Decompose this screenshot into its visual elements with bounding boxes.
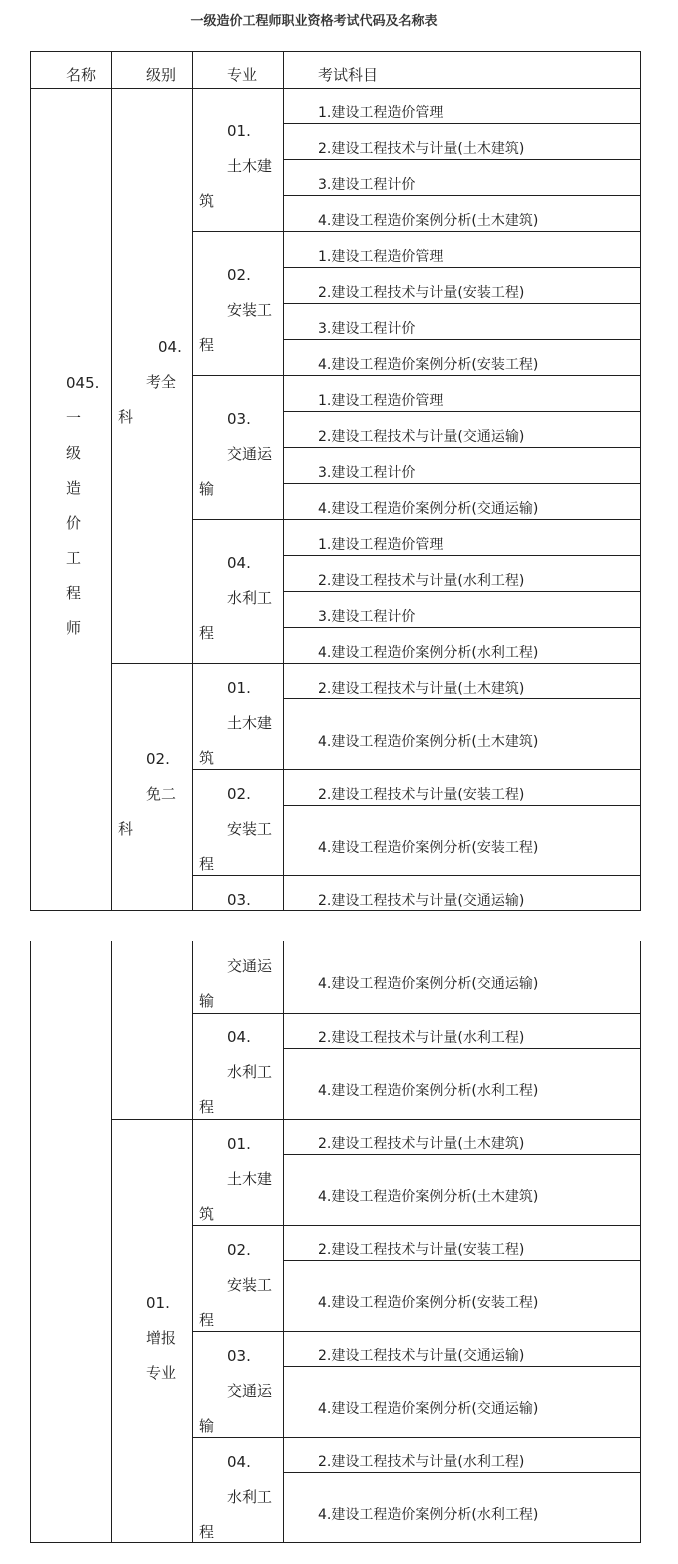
subject-row: 4.建设工程造价案例分析(安装工程) — [318, 357, 539, 373]
subject-row: 2.建设工程技术与计量(交通运输) — [318, 893, 525, 909]
subject-row: 4.建设工程造价案例分析(交通运输) — [318, 1401, 539, 1417]
row-divider — [283, 267, 641, 268]
row-divider — [283, 195, 641, 196]
header-level: 级别 — [146, 66, 177, 84]
major-traffic: 03. 交通运 输 — [199, 1347, 273, 1435]
major-civil: 01. 土木建 筑 — [199, 122, 273, 210]
subject-row: 1.建设工程造价管理 — [318, 105, 444, 121]
subject-row: 2.建设工程技术与计量(交通运输) — [318, 429, 525, 445]
major-install: 02. 安装工 程 — [199, 785, 273, 873]
header-subjects: 考试科目 — [318, 66, 379, 84]
qualification-char: 一 — [66, 409, 82, 427]
subject-row: 2.建设工程技术与计量(土木建筑) — [318, 1136, 525, 1152]
row-divider — [283, 447, 641, 448]
row-divider — [283, 339, 641, 340]
qualification-char: 工 — [66, 549, 82, 567]
qualification-char: 师 — [66, 619, 82, 637]
qualification-char: 价 — [66, 514, 82, 532]
row-divider — [283, 698, 641, 699]
major-install: 02. 安装工 程 — [199, 266, 273, 354]
subject-row: 4.建设工程造价案例分析(安装工程) — [318, 1295, 539, 1311]
qualification-char: 级 — [66, 444, 82, 462]
subject-row: 3.建设工程计价 — [318, 465, 416, 481]
major-traffic-continued: 交通运 输 — [199, 957, 273, 1010]
subject-row: 2.建设工程技术与计量(土木建筑) — [318, 141, 525, 157]
column-divider-major — [283, 941, 284, 1543]
subject-row: 4.建设工程造价案例分析(交通运输) — [318, 976, 539, 992]
row-divider — [283, 411, 641, 412]
major-traffic-partial: 03. — [227, 891, 251, 909]
level-add: 01. 增报 专业 — [146, 1294, 177, 1382]
subject-row: 2.建设工程技术与计量(水利工程) — [318, 1454, 525, 1470]
subject-row: 2.建设工程技术与计量(水利工程) — [318, 573, 525, 589]
subject-row: 1.建设工程造价管理 — [318, 393, 444, 409]
page-title: 一级造价工程师职业资格考试代码及名称表 — [190, 14, 438, 29]
major-civil: 01. 土木建 筑 — [199, 1135, 273, 1223]
level-divider — [111, 663, 641, 664]
subject-row: 4.建设工程造价案例分析(土木建筑) — [318, 734, 539, 750]
level-exempt: 02. 免二 科 — [118, 750, 177, 838]
subject-row: 2.建设工程技术与计量(安装工程) — [318, 285, 525, 301]
header-major: 专业 — [227, 66, 258, 84]
subject-row: 1.建设工程造价管理 — [318, 249, 444, 265]
column-divider-major — [283, 51, 284, 911]
table-border-left — [30, 51, 31, 911]
level-divider — [111, 1119, 641, 1120]
major-water: 04. 水利工 程 — [199, 1028, 273, 1116]
row-divider — [283, 159, 641, 160]
qualification-name — [66, 366, 99, 646]
column-divider-name — [111, 51, 112, 911]
subject-row: 3.建设工程计价 — [318, 609, 416, 625]
header-name: 名称 — [66, 66, 97, 84]
row-divider — [283, 1366, 641, 1367]
row-divider — [283, 303, 641, 304]
level-all: 04. 考全 科 — [118, 338, 182, 426]
qualification-char: 造 — [66, 479, 82, 497]
subject-row: 3.建设工程计价 — [318, 177, 416, 193]
row-divider — [283, 1472, 641, 1473]
subject-row: 3.建设工程计价 — [318, 321, 416, 337]
subject-row: 4.建设工程造价案例分析(交通运输) — [318, 501, 539, 517]
row-divider — [283, 591, 641, 592]
subject-row: 4.建设工程造价案例分析(水利工程) — [318, 645, 539, 661]
row-divider — [283, 1260, 641, 1261]
table-border-right — [640, 941, 641, 1543]
subject-row: 2.建设工程技术与计量(水利工程) — [318, 1030, 525, 1046]
subject-row: 4.建设工程造价案例分析(水利工程) — [318, 1507, 539, 1523]
major-install: 02. 安装工 程 — [199, 1241, 273, 1329]
major-water: 04. 水利工 程 — [199, 1453, 273, 1541]
major-divider — [192, 375, 641, 376]
row-divider — [283, 627, 641, 628]
row-divider — [283, 483, 641, 484]
subject-row: 4.建设工程造价案例分析(水利工程) — [318, 1083, 539, 1099]
column-divider-level — [192, 941, 193, 1543]
subject-row: 2.建设工程技术与计量(交通运输) — [318, 1348, 525, 1364]
column-divider-level — [192, 51, 193, 911]
qualification-char: 程 — [66, 584, 82, 602]
subject-row: 2.建设工程技术与计量(安装工程) — [318, 1242, 525, 1258]
subject-row: 2.建设工程技术与计量(土木建筑) — [318, 681, 525, 697]
subject-row: 2.建设工程技术与计量(安装工程) — [318, 787, 525, 803]
row-divider — [283, 123, 641, 124]
table-border-left — [30, 941, 31, 1543]
row-divider — [283, 555, 641, 556]
table-border-top — [30, 51, 641, 52]
table-border-bottom — [30, 1542, 641, 1543]
subject-row: 4.建设工程造价案例分析(安装工程) — [318, 840, 539, 856]
subject-row: 4.建设工程造价案例分析(土木建筑) — [318, 213, 539, 229]
subject-row: 4.建设工程造价案例分析(土木建筑) — [318, 1189, 539, 1205]
qualification-code: 045. — [66, 374, 100, 392]
column-divider-name — [111, 941, 112, 1543]
major-traffic: 03. 交通运 输 — [199, 410, 273, 498]
major-divider — [192, 231, 641, 232]
major-water: 04. 水利工 程 — [199, 554, 273, 642]
table-border-bottom — [30, 910, 641, 911]
row-divider — [283, 1048, 641, 1049]
row-divider — [283, 805, 641, 806]
row-divider — [283, 1154, 641, 1155]
table-border-right — [640, 51, 641, 911]
major-divider — [192, 519, 641, 520]
major-civil: 01. 土木建 筑 — [199, 679, 273, 767]
subject-row: 1.建设工程造价管理 — [318, 537, 444, 553]
header-divider — [30, 88, 641, 89]
